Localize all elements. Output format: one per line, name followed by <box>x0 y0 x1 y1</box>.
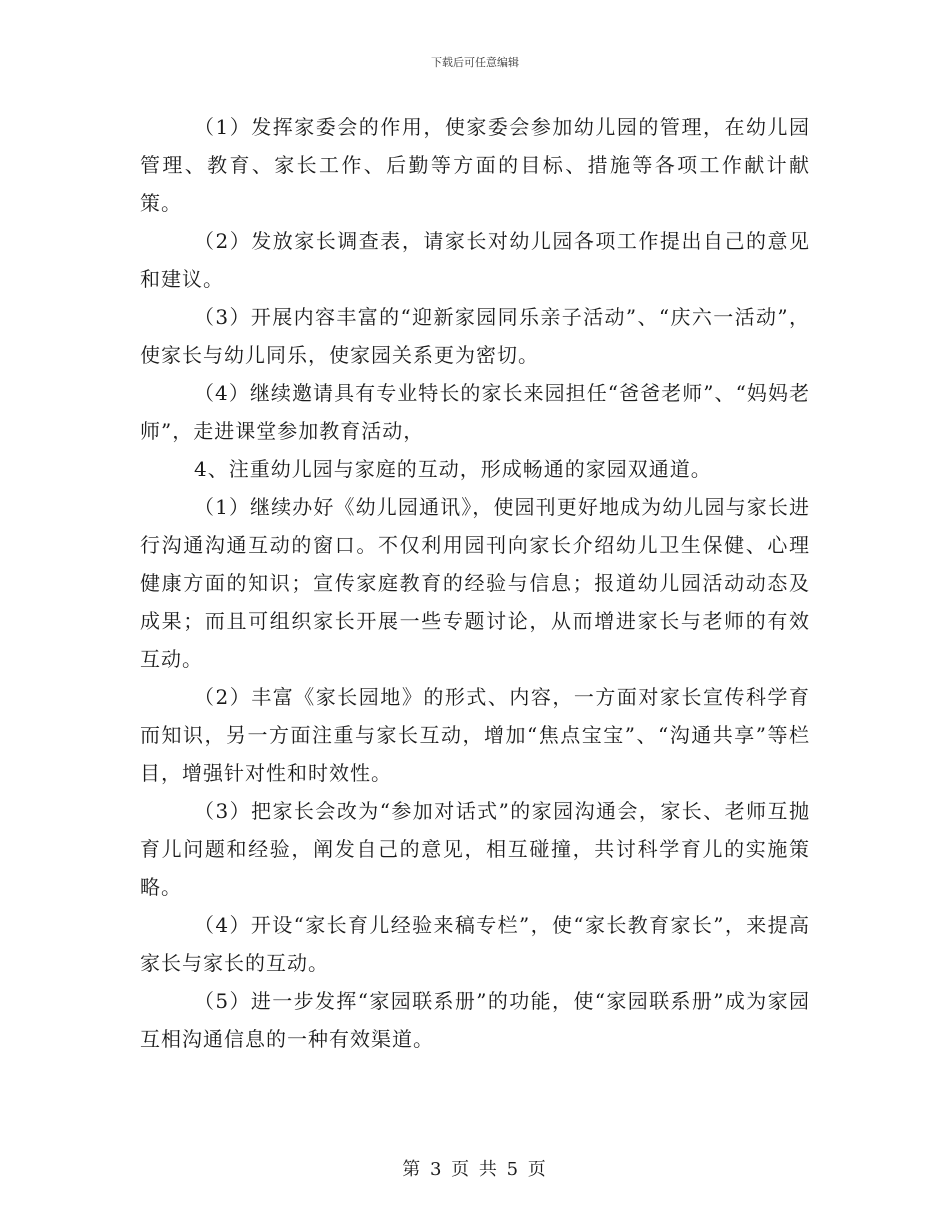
paragraph-4: （4）继续邀请具有专业特长的家长来园担任“爸爸老师”、“妈妈老师”，走进课堂参加教育活动， <box>140 381 810 443</box>
page-header: 下载后可任意编辑 <box>431 56 519 69</box>
section-heading-4: 4、注重幼儿园与家庭的互动，形成畅通的家园双通道。 <box>194 457 712 481</box>
paragraph-9: （5）进一步发挥“家园联系册”的功能，使“家园联系册”成为家园互相沟通信息的一种有效渠道。 <box>140 989 810 1051</box>
page-number: 第 3 页 共 5 页 <box>402 1159 548 1180</box>
paragraph-1: （1）发挥家委会的作用，使家委会参加幼儿园的管理，在幼儿园管理、教育、家长工作、后勤等方面的目标、措施等各项工作献计献策。 <box>140 115 810 215</box>
paragraph-7: （3）把家长会改为“参加对话式”的家园沟通会，家长、老师互抛育儿问题和经验，阐发自己的意见，相互碰撞，共讨科学育儿的实施策略。 <box>140 799 810 899</box>
paragraph-5: （1）继续办好《幼儿园通讯》，使园刊更好地成为幼儿园与家长进行沟通沟通互动的窗口。不仅利用园刊向家长介绍幼儿卫生保健、心理健康方面的知识；宣传家庭教育的经验与信息；报道幼儿园活动动态及成果；而且可组织家长开展一些专题讨论，从而增进家长与老师的有效互动。 <box>140 495 810 671</box>
document-body <box>140 108 810 1058</box>
paragraph-8: （4）开设“家长育儿经验来稿专栏”，使“家长教育家长”，来提高家长与家长的互动。 <box>140 913 810 975</box>
paragraph-3: （3）开展内容丰富的“迎新家园同乐亲子活动”、“庆六一活动”，使家长与幼儿同乐，使家园关系更为密切。 <box>140 305 810 367</box>
paragraph-2: （2）发放家长调查表，请家长对幼儿园各项工作提出自己的意见和建议。 <box>140 229 810 291</box>
paragraph-6: （2）丰富《家长园地》的形式、内容，一方面对家长宣传科学育而知识，另一方面注重与家长互动，增加“焦点宝宝”、“沟通共享”等栏目，增强针对性和时效性。 <box>140 685 810 785</box>
